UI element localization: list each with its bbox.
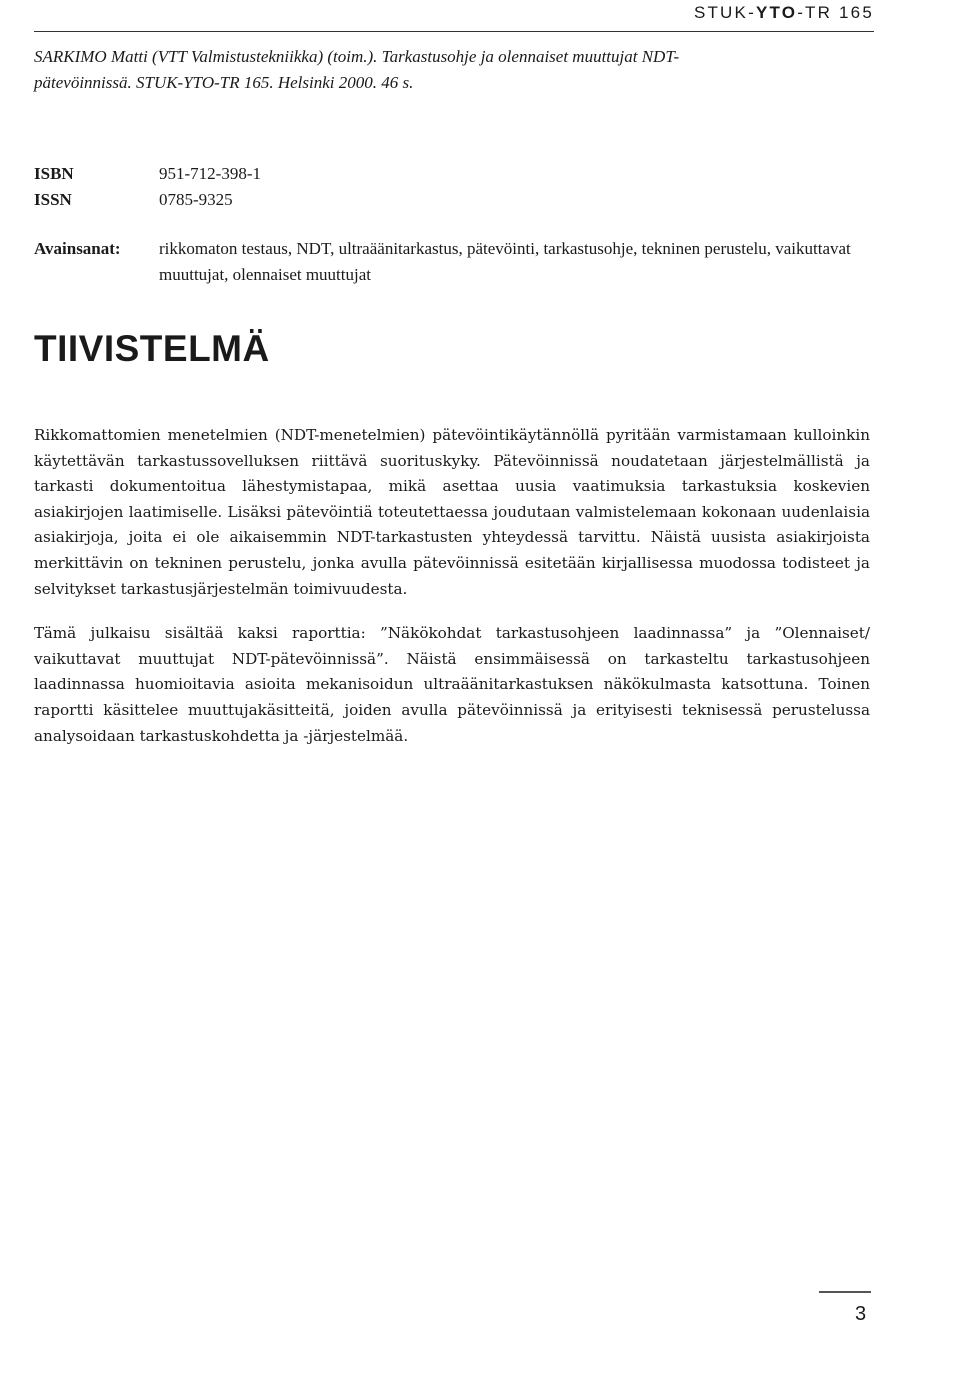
isbn-value: 951-712-398-1	[159, 164, 261, 183]
keywords-label: Avainsanat:	[34, 239, 121, 258]
isbn-label: ISBN	[34, 164, 74, 183]
running-header	[34, 0, 874, 32]
page-number-rule	[819, 1291, 871, 1293]
series-bold: YTO	[755, 3, 798, 22]
isbn-row	[34, 161, 261, 187]
keywords	[34, 236, 864, 288]
issn-label: ISSN	[34, 190, 72, 209]
series-suffix: -TR 165	[797, 3, 874, 22]
bibliographic-citation	[34, 44, 864, 96]
page-number: 3	[855, 1303, 867, 1325]
citation-line: pätevöinnissä. STUK-YTO-TR 165. Helsinki 2000. 46 s.	[34, 73, 414, 92]
citation-line: SARKIMO Matti (VTT Valmistustekniikka) (toim.). Tarkastusohje ja olennaiset muuttujat NDT-	[34, 47, 680, 66]
issn-row	[34, 187, 261, 213]
abstract-body	[34, 423, 870, 768]
keywords-value: rikkomaton testaus, NDT, ultraäänitarkastus, pätevöinti, tarkastusohje, tekninen perustelu, vaikuttavat muuttujat, olennaiset muuttujat	[159, 239, 851, 284]
series-prefix: STUK-	[693, 3, 756, 22]
report-series	[694, 3, 874, 23]
abstract-paragraph: Tämä julkaisu sisältää kaksi raporttia: ”Näkökohdat tarkastusohjeen laadinnassa” ja ”Olennaiset/ vaikuttavat muuttujat NDT-pätevöinnissä”. Näistä ensimmäisessä on tarkasteltu tarkastusohjeen laadinnassa huomioitavia asioita mekanisoidun ultraäänitarkastuksen näkökulmasta katsottuna. Toinen raportti käsittelee muuttujakäsitteitä, joiden avulla pätevöinnissä ja erityisesti teknisessä perustelussa analysoidaan tarkastuskohdetta ja -järjestelmää.	[34, 624, 870, 745]
identifiers	[34, 161, 261, 213]
issn-value: 0785-9325	[159, 190, 233, 209]
abstract-title: TIIVISTELMÄ	[34, 328, 270, 369]
abstract-paragraph: Rikkomattomien menetelmien (NDT-menetelmien) pätevöintikäytännöllä pyritään varmistamaan kulloinkin käytettävän tarkastussovelluksen riittävä suorituskyky. Pätevöinnissä noudatetaan järjestelmällistä ja tarkasti dokumentoitua lähestymistapaa, mikä asettaa uusia vaatimuksia tarkastuksia koskevien asiakirjojen laatimiselle. Lisäksi pätevöintiä toteutettaessa joudutaan valmistelemaan kokonaan uudenlaisia asiakirjoja, joita ei ole aikaisemmin NDT-tarkastusten yhteydessä tarvittu. Näistä uusista asiakirjoista merkittävin on tekninen perustelu, jonka avulla pätevöinnissä esitetään kirjallisessa muodossa todisteet ja selvitykset tarkastusjärjestelmän toimivuudesta.	[34, 426, 870, 598]
